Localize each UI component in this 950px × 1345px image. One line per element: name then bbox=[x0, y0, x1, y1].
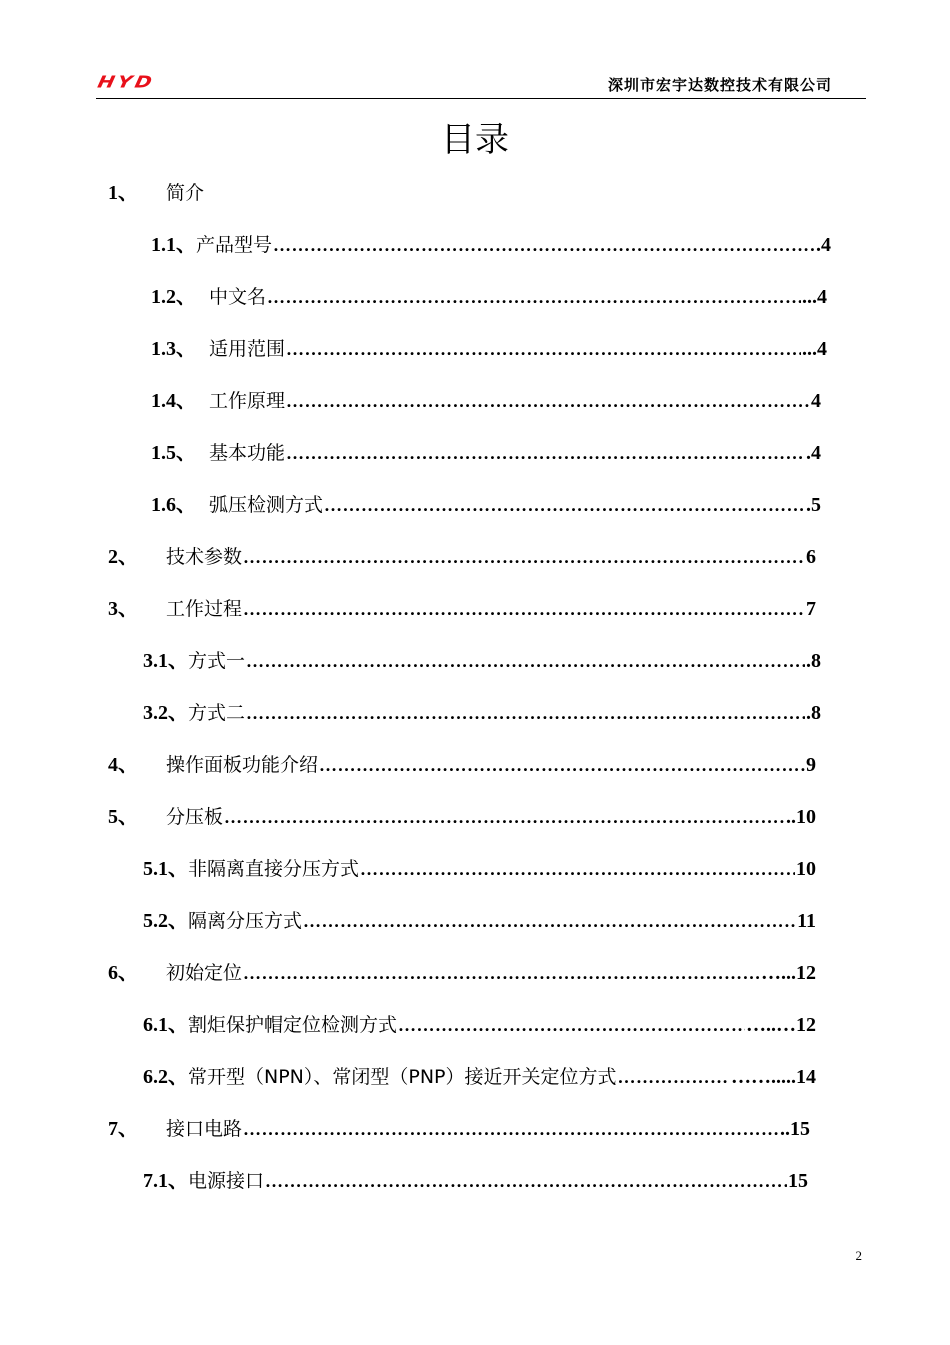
toc-entry-title: 简介 bbox=[166, 182, 205, 204]
toc-entry-title: 技术参数 bbox=[166, 546, 243, 568]
toc-entry-page: 7 bbox=[806, 598, 816, 620]
toc-entry-2[interactable] bbox=[108, 542, 816, 572]
toc-entry-page: 11 bbox=[797, 910, 816, 932]
toc-entry-page: 4 bbox=[811, 390, 821, 412]
toc-entry-number: 3.2、 bbox=[143, 702, 188, 724]
toc-entry-title: 常开型（NPN）、常闭型（PNP）接近开关定位方式 bbox=[188, 1066, 617, 1088]
toc-entry-number: 6.1、 bbox=[143, 1014, 188, 1036]
toc-entry-title: 弧压检测方式 bbox=[209, 494, 324, 516]
toc-entry-number: 1.2、 bbox=[151, 286, 196, 308]
toc-entry-1-1[interactable] bbox=[151, 230, 831, 260]
toc-entry-1-5[interactable] bbox=[151, 438, 821, 468]
toc-entry-1-6[interactable] bbox=[151, 490, 821, 520]
toc-entry-number: 3、 bbox=[108, 598, 138, 620]
toc-entry-page: .4 bbox=[816, 234, 831, 256]
toc-leader-dots bbox=[286, 334, 801, 364]
toc-entry-title: 中文名 bbox=[209, 286, 267, 308]
toc-leader-dots bbox=[286, 438, 805, 468]
toc-entry-page: ...4 bbox=[802, 338, 827, 360]
toc-entry-5-1[interactable] bbox=[143, 854, 816, 884]
toc-leader-dots bbox=[303, 906, 796, 936]
toc-entry-page: …...12 bbox=[761, 962, 816, 984]
toc-entry-number: 5、 bbox=[108, 806, 138, 828]
toc-entry-page: .4 bbox=[806, 442, 821, 464]
toc-title: 目录 bbox=[441, 120, 509, 160]
toc-entry-number: 1.1、 bbox=[151, 234, 196, 256]
toc-entry-3[interactable] bbox=[108, 594, 816, 624]
toc-entry-number: 1.4、 bbox=[151, 390, 196, 412]
toc-entry-1-4[interactable] bbox=[151, 386, 821, 416]
toc-leader-dots bbox=[265, 1166, 787, 1196]
toc-entry-number: 1.6、 bbox=[151, 494, 196, 516]
toc-entry-number: 5.1、 bbox=[143, 858, 188, 880]
toc-entry-number: 6、 bbox=[108, 962, 138, 984]
toc-leader-dots bbox=[243, 542, 805, 572]
toc-entry-title: 隔离分压方式 bbox=[188, 910, 303, 932]
toc-entry-page: 6 bbox=[806, 546, 816, 568]
toc-entry-number: 6.2、 bbox=[143, 1066, 188, 1088]
toc-entry-title: 割炬保护帽定位检测方式 bbox=[188, 1014, 398, 1036]
toc-entry-title: 基本功能 bbox=[209, 442, 286, 464]
toc-entry-6[interactable] bbox=[108, 958, 816, 988]
toc-entry-1-3[interactable] bbox=[151, 334, 827, 364]
toc-entry-5[interactable] bbox=[108, 802, 816, 832]
toc-entry-number: 1、 bbox=[108, 182, 138, 204]
company-name: 深圳市宏宇达数控技术有限公司 bbox=[607, 76, 832, 94]
toc-entry-page: ...4 bbox=[802, 286, 827, 308]
toc-leader-dots bbox=[243, 958, 760, 988]
toc-entry-6-2[interactable] bbox=[143, 1062, 816, 1092]
toc-leader-dots bbox=[319, 750, 805, 780]
toc-entry-title: 非隔离直接分压方式 bbox=[188, 858, 360, 880]
toc-entry-page: .8 bbox=[806, 702, 821, 724]
toc-entry-title: 方式二 bbox=[188, 702, 246, 724]
toc-entry-7[interactable] bbox=[108, 1114, 810, 1144]
toc-entry-page: .8 bbox=[806, 650, 821, 672]
toc-entry-title: 工作原理 bbox=[209, 390, 286, 412]
toc-leader-dots bbox=[246, 698, 805, 728]
toc-entry-title: 产品型号 bbox=[196, 234, 273, 256]
toc-entry-page: 9 bbox=[806, 754, 816, 776]
toc-entry-page: 15 bbox=[788, 1170, 808, 1192]
toc-entry-page: ..15 bbox=[780, 1118, 810, 1140]
toc-entry-page: …..…12 bbox=[746, 1014, 816, 1036]
toc-leader-dots bbox=[267, 282, 801, 312]
toc-entry-title: 操作面板功能介绍 bbox=[166, 754, 319, 776]
page-number: 2 bbox=[855, 1248, 862, 1263]
toc-entry-title: 方式一 bbox=[188, 650, 246, 672]
toc-leader-dots bbox=[243, 594, 805, 624]
toc-entry-4[interactable] bbox=[108, 750, 816, 780]
toc-entry-number: 2、 bbox=[108, 546, 138, 568]
toc-leader-dots bbox=[246, 646, 805, 676]
toc-leader-dots bbox=[243, 1114, 779, 1144]
toc-leader-dots bbox=[273, 230, 815, 260]
toc-entry-number: 1.5、 bbox=[151, 442, 196, 464]
toc-entry-title: 初始定位 bbox=[166, 962, 243, 984]
header-divider bbox=[96, 98, 866, 99]
toc-leader-dots bbox=[324, 490, 805, 520]
toc-entry-page: …….....14 bbox=[731, 1066, 816, 1088]
page-header bbox=[96, 66, 866, 100]
toc-entry-1-2[interactable] bbox=[151, 282, 827, 312]
toc-entry-page: .5 bbox=[806, 494, 821, 516]
toc-entry-title: 电源接口 bbox=[188, 1170, 265, 1192]
toc-leader-dots bbox=[398, 1010, 745, 1040]
toc-entry-title: 工作过程 bbox=[166, 598, 243, 620]
toc-entry-title: 适用范围 bbox=[209, 338, 286, 360]
toc-entry-number: 7.1、 bbox=[143, 1170, 188, 1192]
toc-entry-number: 7、 bbox=[108, 1118, 138, 1140]
toc-entry-3-2[interactable] bbox=[143, 698, 821, 728]
toc-leader-dots bbox=[286, 386, 810, 416]
toc-entry-number: 3.1、 bbox=[143, 650, 188, 672]
company-logo: HYD bbox=[95, 72, 157, 92]
toc-entry-3-1[interactable] bbox=[143, 646, 821, 676]
toc-entry-5-2[interactable] bbox=[143, 906, 816, 936]
toc-entry-number: 4、 bbox=[108, 754, 138, 776]
toc-entry-page: 10 bbox=[796, 858, 816, 880]
toc-leader-dots bbox=[618, 1062, 730, 1092]
toc-entry-number: 1.3、 bbox=[151, 338, 196, 360]
toc-entry-title: 接口电路 bbox=[166, 1118, 243, 1140]
toc-entry-title: 分压板 bbox=[166, 806, 224, 828]
toc-leader-dots bbox=[224, 802, 785, 832]
toc-entry-number: 5.2、 bbox=[143, 910, 188, 932]
toc-entry-page: ..10 bbox=[786, 806, 816, 828]
toc-entry-1[interactable] bbox=[108, 178, 218, 208]
toc-leader-dots bbox=[360, 854, 795, 884]
toc-entry-6-1[interactable] bbox=[143, 1010, 816, 1040]
toc-entry-7-1[interactable] bbox=[143, 1166, 808, 1196]
